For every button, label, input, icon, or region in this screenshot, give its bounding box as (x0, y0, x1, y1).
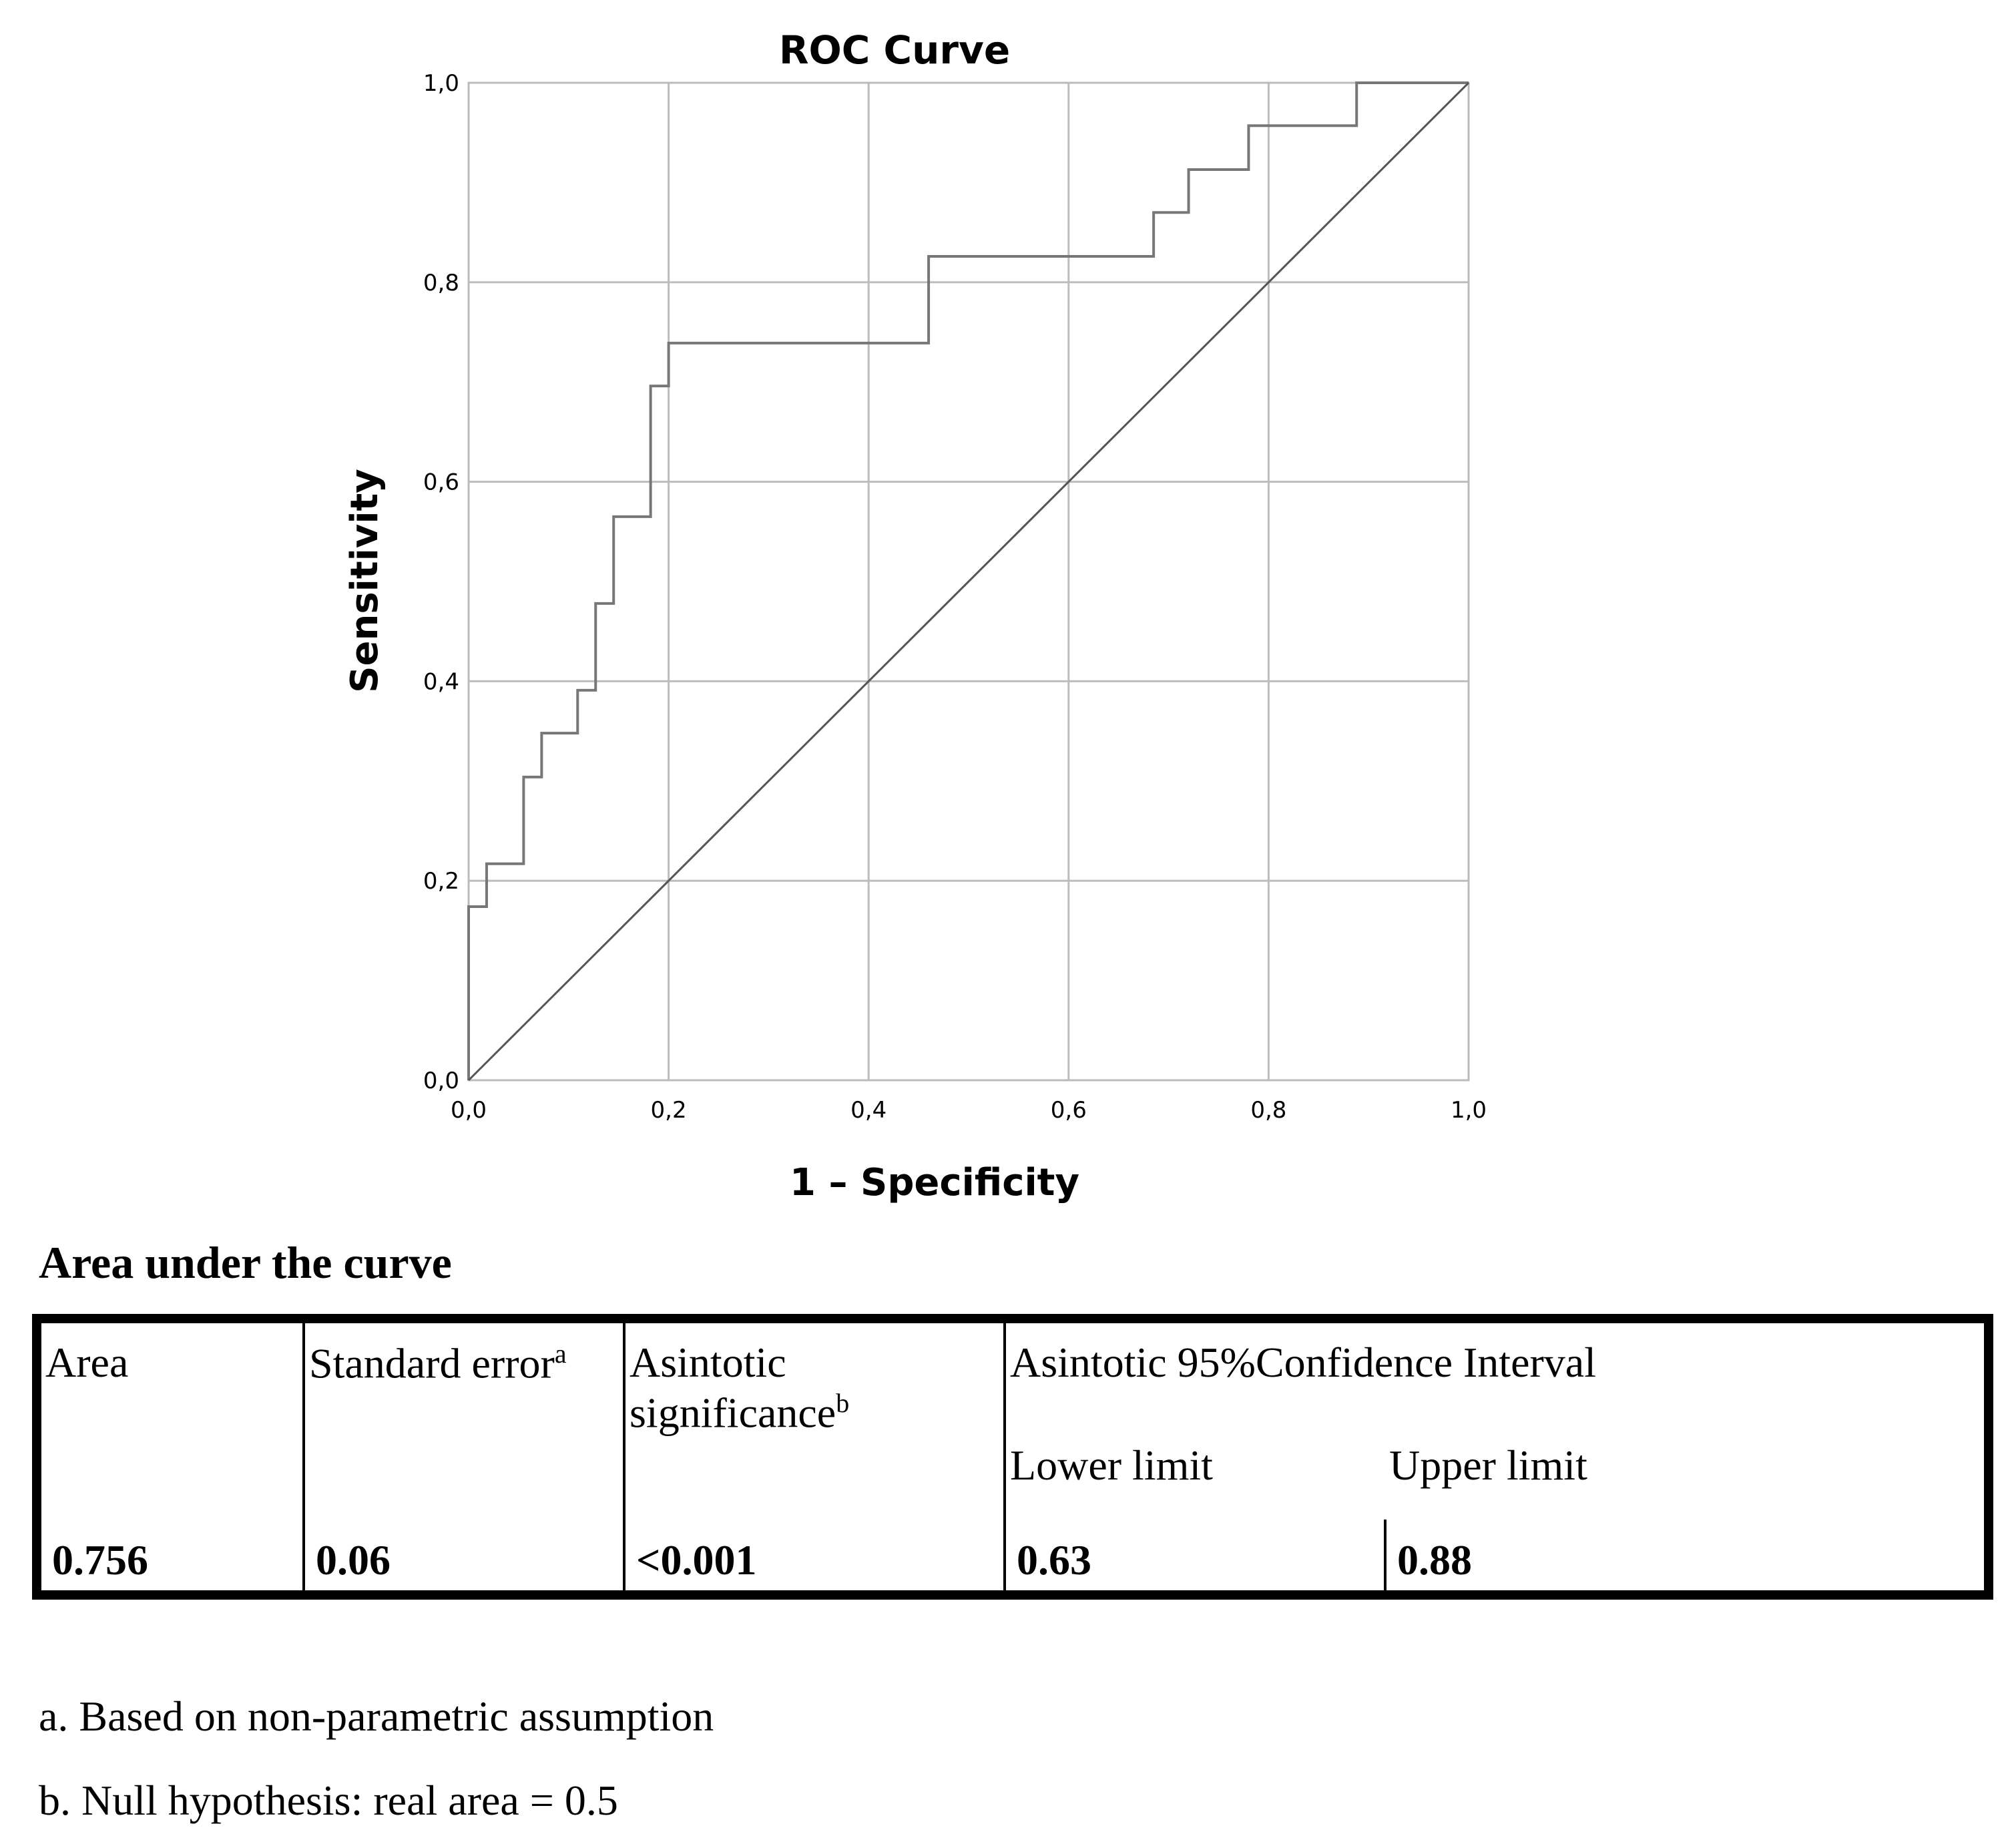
reference-diagonal-line (469, 83, 1469, 1080)
header-asym-sig: Asintotic significance$^b$ (624, 1319, 1005, 1520)
header-lower-limit: Lower limit (1010, 1441, 1213, 1489)
x-tick-label: 0,4 (850, 1097, 887, 1124)
header-upper-limit: Upper limit (1389, 1441, 1587, 1489)
x-tick-label: 1,0 (1450, 1097, 1487, 1124)
x-tick-label: 0,8 (1250, 1097, 1287, 1124)
table-caption: Area under the curve (39, 1237, 452, 1288)
auc-table (32, 1314, 1993, 1600)
chart-series (469, 83, 1469, 1080)
value-lower-limit: 0.63 (1005, 1520, 1385, 1595)
y-tick-label: 0,0 (423, 1068, 459, 1094)
x-tick-label: 0,0 (450, 1097, 487, 1124)
value-std-error: 0.06 (304, 1520, 624, 1595)
x-tick-label: 0,2 (650, 1097, 687, 1124)
y-tick-labels (423, 70, 459, 1094)
y-axis-label: Sensitivity (343, 469, 387, 693)
header-area: Area (37, 1319, 304, 1520)
footnote-b: b. Null hypothesis: real area = 0.5 (39, 1777, 618, 1824)
value-asym-sig: <0.001 (624, 1520, 1005, 1595)
value-upper-limit: 0.88 (1397, 1536, 1472, 1584)
header-std-error: Standard error$^a$ (304, 1319, 624, 1520)
header-ci: Asintotic 95%Confidence Interval (1010, 1339, 1596, 1386)
x-tick-label: 0,6 (1050, 1097, 1087, 1124)
x-axis-label: 1 – Specificity (790, 1161, 1079, 1204)
y-tick-label: 0,2 (423, 868, 459, 895)
chart-title: ROC Curve (778, 27, 1011, 73)
y-tick-label: 0,4 (423, 668, 459, 696)
y-tick-label: 1,0 (423, 70, 459, 97)
y-tick-label: 0,8 (423, 269, 459, 296)
x-tick-labels (451, 1097, 1487, 1124)
footnote-a: a. Based on non-parametric assumption (39, 1692, 714, 1740)
value-area: 0.756 (37, 1520, 304, 1595)
y-tick-label: 0,6 (423, 469, 459, 496)
